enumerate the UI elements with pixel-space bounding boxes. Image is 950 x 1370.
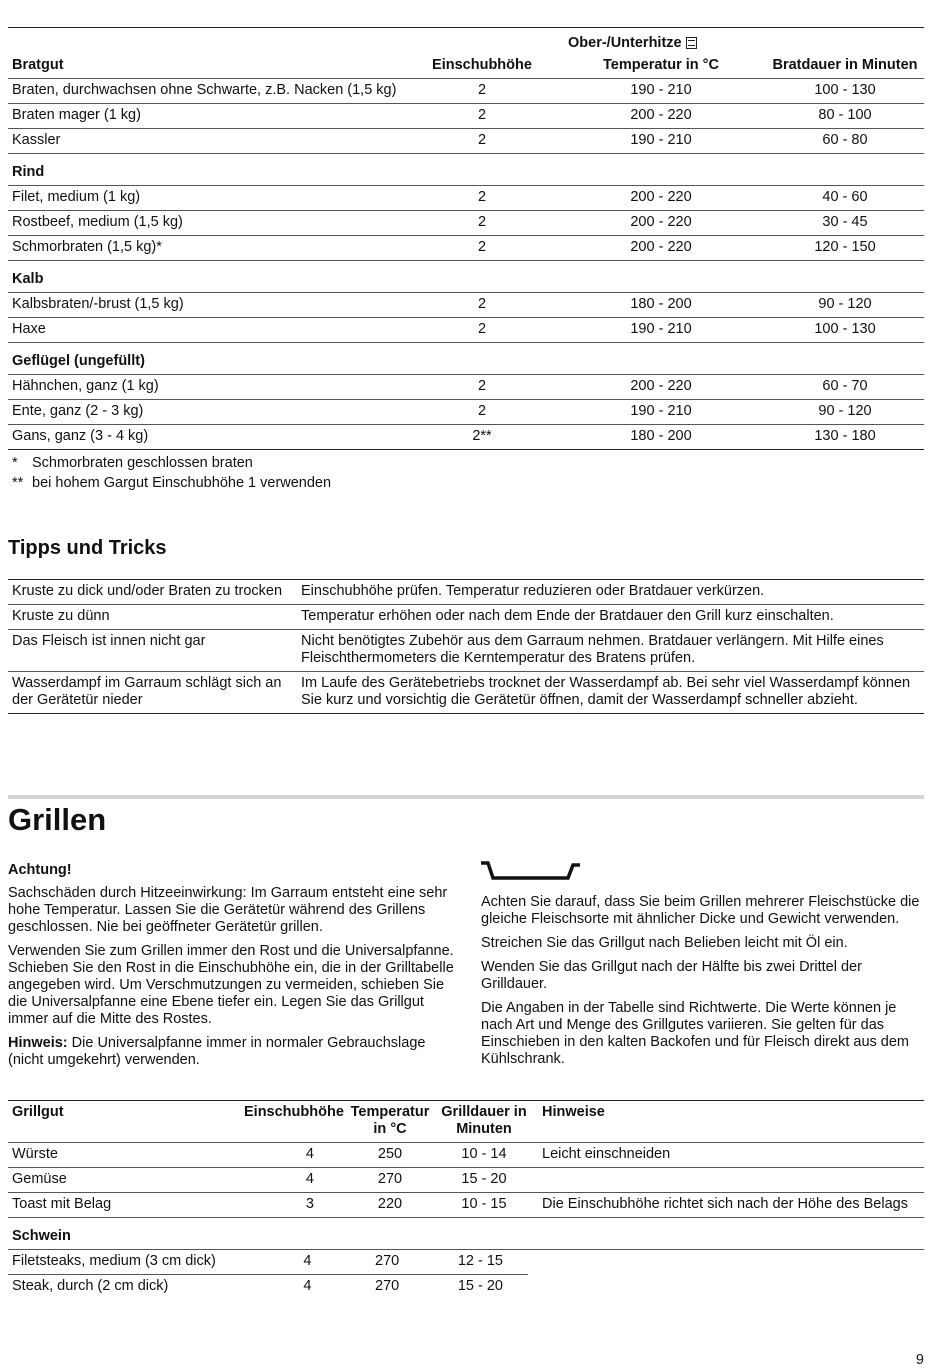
- level-cell: 2: [477, 189, 487, 205]
- oven-top-bottom-heat-icon: [686, 37, 697, 49]
- footnote-text: Schmorbraten geschlossen braten: [32, 455, 253, 471]
- note-label: Hinweis:: [8, 1035, 68, 1051]
- temp-cell: 180 - 200: [630, 296, 692, 312]
- solution-cell: Einschubhöhe prüfen. Temperatur reduzieren oder Bratdauer verkürzen.: [301, 583, 765, 599]
- level-cell: 2: [477, 82, 487, 98]
- category-row: [8, 343, 924, 375]
- temp-cell: 180 - 200: [630, 428, 692, 444]
- column-header: Grillgut: [12, 1104, 64, 1120]
- time-cell: 60 - 80: [822, 132, 868, 148]
- table-row: [8, 79, 924, 104]
- section-divider: [8, 795, 924, 799]
- time-cell: 15 - 20: [461, 1171, 507, 1187]
- category-label: Schwein: [12, 1228, 71, 1244]
- note-paragraph: [8, 1035, 458, 1069]
- table-row: [8, 236, 924, 261]
- level-cell: 2: [477, 214, 487, 230]
- solution-cell: Nicht benötigtes Zubehör aus dem Garraum nehmen. Bratdauer verlängern. Mit Hilfe eines Fleischthermometers die Kerntemperatur des Bratens prüfen.: [301, 633, 884, 666]
- category-label: Rind: [12, 164, 45, 180]
- table-row: [8, 605, 924, 630]
- footnote-text: bei hohem Gargut Einschubhöhe 1 verwenden: [32, 475, 332, 491]
- food-cell: Braten mager (1 kg): [12, 107, 141, 123]
- temp-cell: 190 - 210: [630, 132, 692, 148]
- grillen-left-column: [8, 862, 458, 1076]
- footnote: [8, 453, 924, 473]
- table-row: [8, 129, 924, 154]
- table-row: [8, 375, 924, 400]
- column-header: Temperatur in °C: [350, 1104, 430, 1137]
- food-cell: Würste: [12, 1146, 58, 1162]
- temp-cell: 190 - 210: [630, 321, 692, 337]
- table-row: [8, 293, 924, 318]
- table-row: [8, 1193, 924, 1218]
- paragraph: Achten Sie darauf, dass Sie beim Grillen mehrerer Fleischstücke die gleiche Fleischsorte mit ähnlicher Dicke und Gewicht verwenden.: [481, 894, 920, 927]
- footnote-mark: **: [12, 475, 24, 491]
- temp-cell: 220: [377, 1196, 403, 1212]
- time-cell: 40 - 60: [822, 189, 868, 205]
- time-cell: 100 - 130: [814, 321, 876, 337]
- food-cell: Hähnchen, ganz (1 kg): [12, 378, 159, 394]
- food-cell: Ente, ganz (2 - 3 kg): [12, 403, 144, 419]
- food-cell: Rostbeef, medium (1,5 kg): [12, 214, 183, 230]
- level-cell: 4: [305, 1171, 314, 1187]
- time-cell: 60 - 70: [822, 378, 868, 394]
- problem-cell: Das Fleisch ist innen nicht gar: [12, 633, 206, 649]
- roasting-table: [8, 27, 924, 493]
- time-cell: 90 - 120: [818, 296, 872, 312]
- temp-cell: 250: [377, 1146, 403, 1162]
- table-row: [8, 400, 924, 425]
- food-cell: Filetsteaks, medium (3 cm dick): [12, 1253, 216, 1269]
- column-header: Hinweise: [542, 1104, 605, 1120]
- level-cell: 4: [303, 1253, 312, 1269]
- warning-text: Sachschäden durch Hitzeeinwirkung: Im Garraum entsteht eine sehr hohe Temperatur. Lassen Sie die Gerätetür während des Grillens geschlossen. Nie bei geöffneter Gerätetür grillen.: [8, 885, 448, 935]
- problem-cell: Kruste zu dünn: [12, 608, 110, 624]
- warning-label: Achtung!: [8, 862, 72, 878]
- time-cell: 12 - 15: [457, 1253, 503, 1269]
- food-cell: Braten, durchwachsen ohne Schwarte, z.B. Nacken (1,5 kg): [12, 82, 397, 98]
- category-row: [8, 1218, 924, 1250]
- column-header: Einschubhöhe: [244, 1104, 344, 1120]
- time-cell: 130 - 180: [814, 428, 876, 444]
- grillen-right-column: [481, 894, 921, 1075]
- solution-cell: Temperatur erhöhen oder nach dem Ende der Bratdauer den Grill kurz einschalten.: [301, 608, 834, 624]
- temp-cell: 200 - 220: [630, 378, 692, 394]
- temp-cell: 270: [375, 1253, 400, 1269]
- food-cell: Kalbsbraten/-brust (1,5 kg): [12, 296, 184, 312]
- level-cell: 4: [303, 1278, 312, 1294]
- temp-cell: 270: [375, 1278, 400, 1294]
- table-row: [8, 318, 924, 343]
- category-row: [8, 154, 924, 186]
- table-row: [8, 186, 924, 211]
- table-header-row: [8, 54, 924, 79]
- temp-cell: 270: [377, 1171, 403, 1187]
- food-cell: Filet, medium (1 kg): [12, 189, 141, 205]
- time-cell: 10 - 15: [461, 1196, 507, 1212]
- time-cell: 15 - 20: [457, 1278, 503, 1294]
- food-cell: Kassler: [12, 132, 61, 148]
- universal-pan-icon: [480, 860, 582, 882]
- table-row: [8, 1168, 924, 1193]
- paragraph: Wenden Sie das Grillgut nach der Hälfte bis zwei Drittel der Grilldauer.: [481, 959, 862, 992]
- column-header: Temperatur in °C: [603, 57, 719, 73]
- section-title-tipps: Tipps und Tricks: [8, 537, 167, 559]
- food-cell: Steak, durch (2 cm dick): [12, 1278, 169, 1294]
- paragraph: Verwenden Sie zum Grillen immer den Rost und die Universalpfanne. Schieben Sie den Rost in die Einschubhöhe ein, die in der Grilltabelle angegeben wird. Um Verschmutzungen zu vermeiden, schieben Sie die Universalpfanne eine Ebene tiefer ein. Legen Sie das Grillgut immer auf die Mitte des Rostes.: [8, 943, 454, 1027]
- food-cell: Toast mit Belag: [12, 1196, 112, 1212]
- problem-cell: Kruste zu dick und/oder Braten zu trocken: [12, 583, 283, 599]
- note-cell: Die Einschubhöhe richtet sich nach der Höhe des Belags: [542, 1196, 908, 1212]
- column-header: Grilldauer in Minuten: [441, 1104, 527, 1137]
- note-cell: Leicht einschneiden: [542, 1146, 671, 1162]
- category-label: Geflügel (ungefüllt): [12, 353, 145, 369]
- level-cell: 2: [477, 403, 487, 419]
- table-row: [8, 1275, 528, 1299]
- level-cell: 2: [477, 296, 487, 312]
- table-row: [8, 425, 924, 450]
- time-cell: 90 - 120: [818, 403, 872, 419]
- food-cell: Gemüse: [12, 1171, 67, 1187]
- table-row: [8, 1250, 528, 1275]
- temp-cell: 190 - 210: [630, 403, 692, 419]
- heating-mode-label: Ober-/Unterhitze: [568, 34, 682, 51]
- table-group-header: [8, 28, 924, 54]
- time-cell: 100 - 130: [814, 82, 876, 98]
- note-text: Die Universalpfanne immer in normaler Gebrauchslage (nicht umgekehrt) verwenden.: [8, 1035, 426, 1068]
- table-header-row: [8, 1101, 924, 1143]
- problem-cell: Wasserdampf im Garraum schlägt sich an der Gerätetür nieder: [12, 675, 282, 708]
- category-label: Kalb: [12, 271, 44, 287]
- level-cell: 4: [305, 1146, 314, 1162]
- table-row: [8, 211, 924, 236]
- note-cell: [532, 1168, 924, 1192]
- category-row: [8, 261, 924, 293]
- paragraph: Streichen Sie das Grillgut nach Belieben leicht mit Öl ein.: [481, 935, 848, 951]
- table-row: [8, 630, 924, 672]
- table-row: [8, 672, 924, 714]
- food-cell: Gans, ganz (3 - 4 kg): [12, 428, 149, 444]
- table-row: [8, 580, 924, 605]
- level-cell: 2: [477, 132, 487, 148]
- table-row: [8, 104, 924, 129]
- time-cell: 30 - 45: [822, 214, 868, 230]
- column-header: Bratgut: [12, 57, 64, 73]
- page-number: 9: [915, 1352, 924, 1368]
- temp-cell: 190 - 210: [630, 82, 692, 98]
- footnote: [8, 473, 924, 493]
- temp-cell: 200 - 220: [630, 189, 692, 205]
- temp-cell: 200 - 220: [630, 214, 692, 230]
- time-cell: 10 - 14: [461, 1146, 507, 1162]
- grill-table: [8, 1100, 924, 1299]
- level-cell: 2**: [472, 428, 492, 444]
- level-cell: 2: [477, 321, 487, 337]
- level-cell: 2: [477, 239, 487, 255]
- solution-cell: Im Laufe des Gerätebetriebs trocknet der Wasserdampf ab. Bei sehr viel Wasserdampf können Sie kurz und vorsichtig die Gerätetür öffnen, damit der Wasserdampf schneller abzieht.: [301, 675, 911, 708]
- column-header: Bratdauer in Minuten: [772, 57, 918, 73]
- food-cell: Haxe: [12, 321, 46, 337]
- table-row: [8, 1143, 924, 1168]
- footnote-mark: *: [12, 455, 18, 471]
- temp-cell: 200 - 220: [630, 107, 692, 123]
- section-title-grillen: Grillen: [8, 802, 107, 837]
- time-cell: 120 - 150: [814, 239, 876, 255]
- temp-cell: 200 - 220: [630, 239, 692, 255]
- food-cell: Schmorbraten (1,5 kg)*: [12, 239, 162, 255]
- time-cell: 80 - 100: [818, 107, 872, 123]
- tips-table: [8, 579, 924, 714]
- column-header: Einschubhöhe: [432, 57, 532, 73]
- level-cell: 2: [477, 107, 487, 123]
- level-cell: 3: [305, 1196, 314, 1212]
- paragraph: Die Angaben in der Tabelle sind Richtwerte. Die Werte können je nach Art und Menge des Grillgutes variieren. Sie gelten für das Einschieben in den kalten Backofen und für Fleisch direkt aus dem Kühlschrank.: [481, 1000, 909, 1067]
- level-cell: 2: [477, 378, 487, 394]
